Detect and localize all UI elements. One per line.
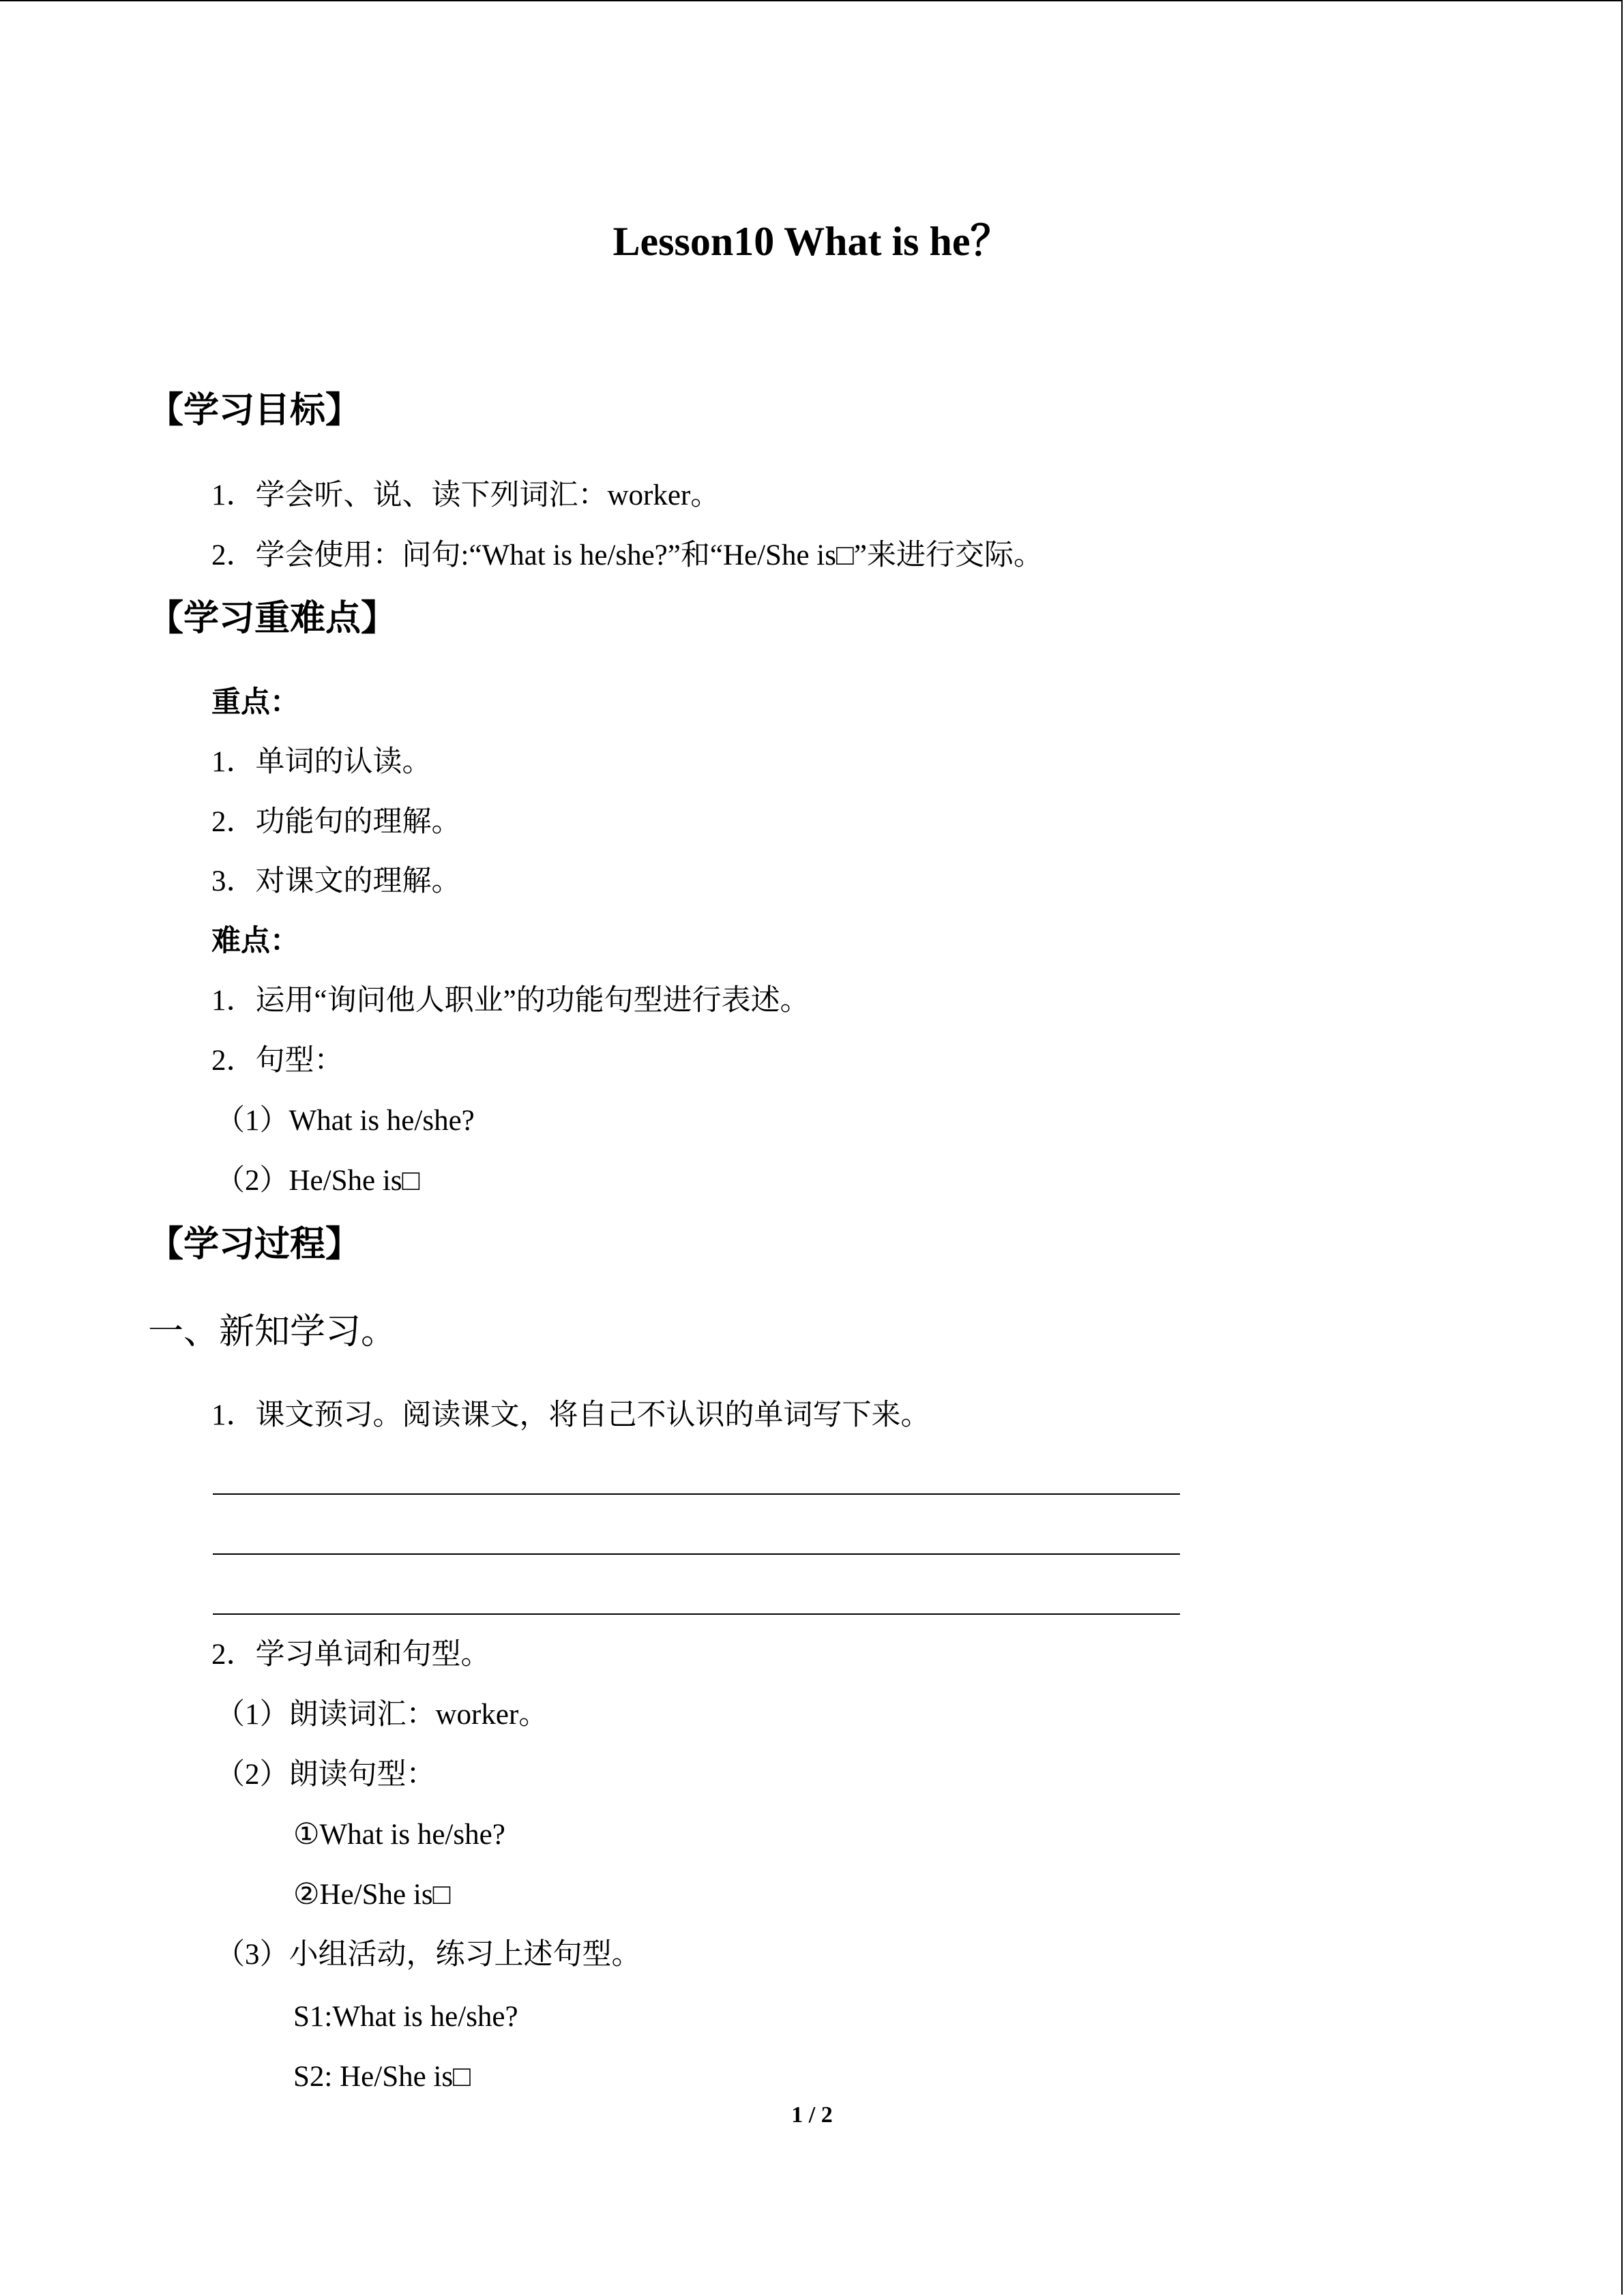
- step-item: 1．课文预习。阅读课文，将自己不认识的单词写下来。: [211, 1399, 930, 1431]
- difficulty-label: 难点：: [211, 924, 299, 958]
- difficulty-item: 2．句型：: [211, 1045, 344, 1077]
- step-subitem: （3）小组活动，练习上述句型。: [216, 1939, 641, 1971]
- step-subitem: （1）朗读词汇：worker。: [216, 1699, 548, 1731]
- difficulty-item: 1．运用“询问他人职业”的功能句型进行表述。: [211, 985, 810, 1017]
- focus-item: 3．对课文的理解。: [211, 865, 461, 897]
- step-subitem: ②He/She is□: [293, 1879, 451, 1911]
- step-subitem: （2）朗读句型：: [216, 1759, 436, 1791]
- section-heading-objectives: 【学习目标】: [148, 390, 361, 431]
- answer-line[interactable]: [213, 1613, 1180, 1615]
- focus-label: 重点：: [211, 685, 299, 719]
- focus-item: 2．功能句的理解。: [211, 806, 461, 838]
- step-subitem: S2: He/She is□: [293, 2061, 471, 2093]
- part-title: 一、新知学习。: [148, 1311, 397, 1352]
- step-subitem: S1:What is he/she?: [293, 2001, 518, 2033]
- answer-line[interactable]: [213, 1553, 1180, 1555]
- section-heading-process: 【学习过程】: [148, 1224, 361, 1265]
- difficulty-item: （2）He/She is□: [216, 1165, 420, 1197]
- difficulty-item: （1）What is he/she?: [216, 1105, 475, 1137]
- objective-item: 1．学会听、说、读下列词汇：worker。: [211, 479, 720, 511]
- step-item: 2．学习单词和句型。: [211, 1639, 490, 1671]
- focus-item: 1．单词的认读。: [211, 746, 432, 778]
- answer-line[interactable]: [213, 1493, 1180, 1495]
- objective-item: 2．学会使用：问句:“What is he/she?”和“He/She is□”来进行交际。: [211, 539, 1044, 571]
- page-number: 1 / 2: [791, 2102, 833, 2128]
- section-heading-key-points: 【学习重难点】: [148, 598, 397, 639]
- document-title: Lesson10 What is he？: [612, 219, 1012, 264]
- step-subitem: ①What is he/she?: [293, 1819, 505, 1851]
